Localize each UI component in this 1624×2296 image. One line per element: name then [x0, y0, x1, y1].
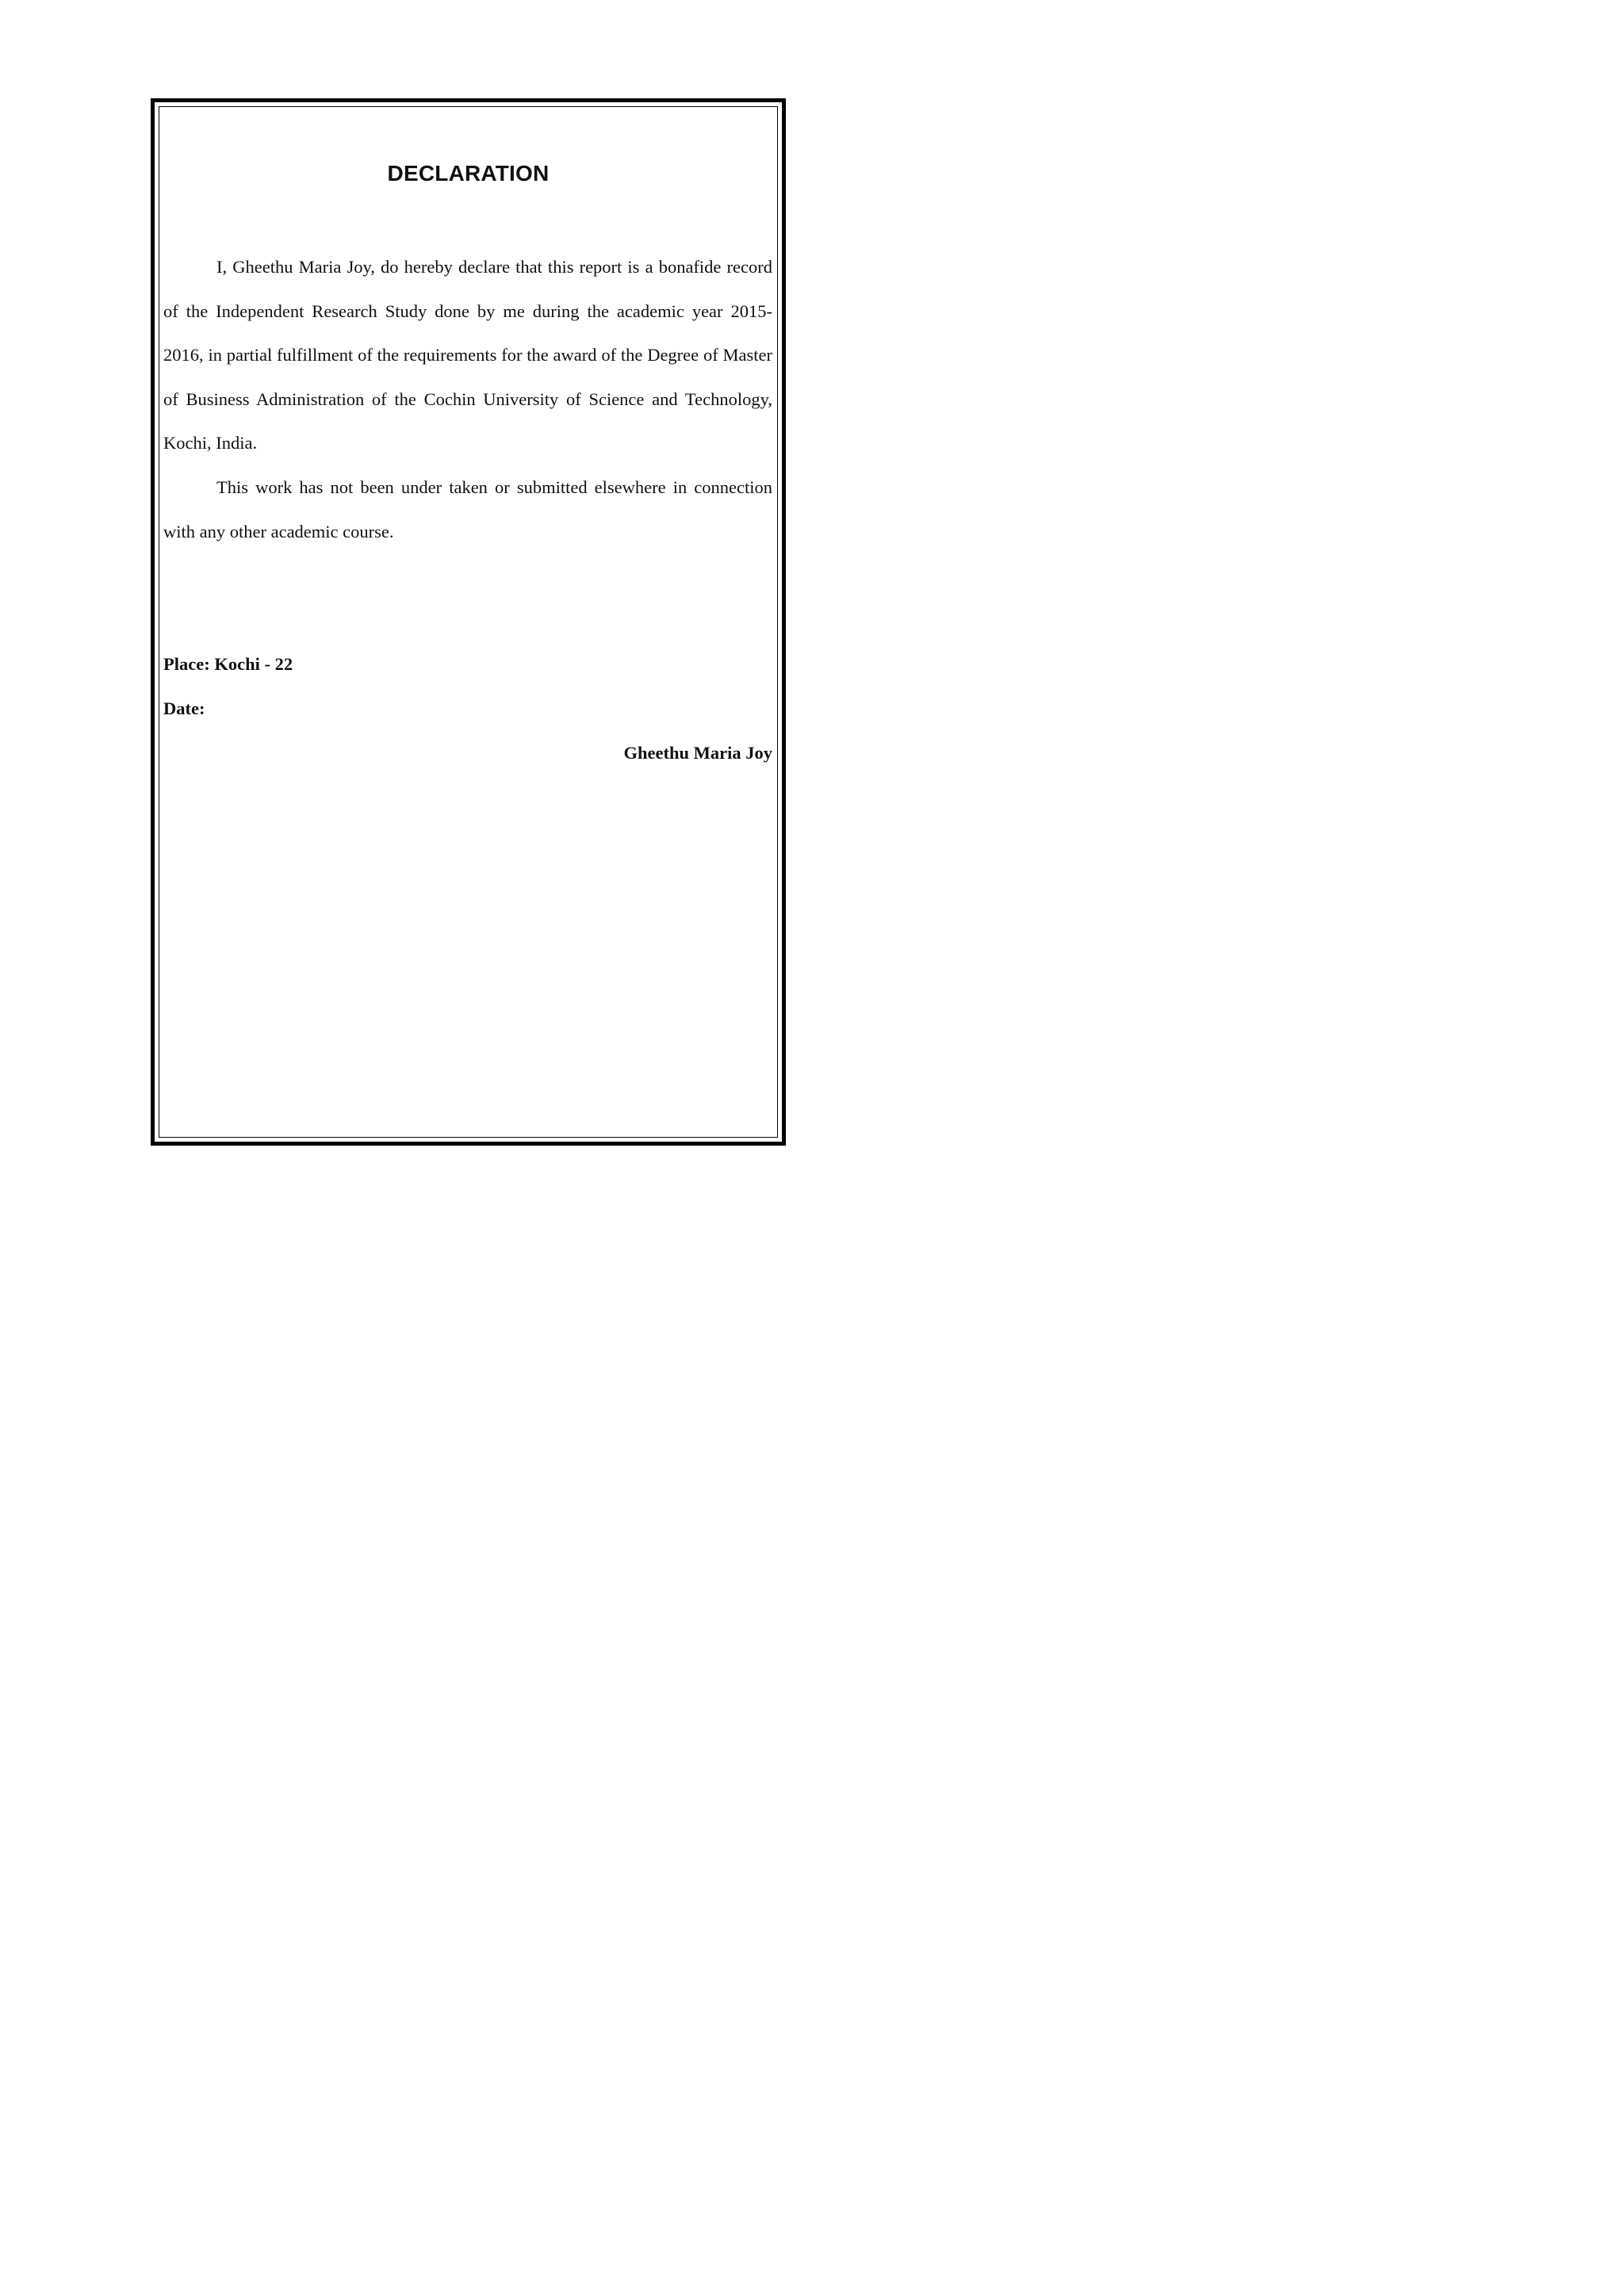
document-page	[0, 0, 874, 1236]
not-submitted-paragraph: This work has not been under taken or submitted elsewhere in connection with any other academic course.	[163, 477, 772, 541]
declaration-paragraph: I, Gheethu Maria Joy, do hereby declare that this report is a bonafide record of the Independent Research Study done by me during the academic year 2015- 2016, in partial fulfillment of the requirements for the award of the Degree of Master of Business Administration of the Cochin University of Science and Technology, Kochi, India.	[163, 257, 772, 453]
place-line: Place: Kochi - 22	[163, 654, 293, 674]
signatory-name: Gheethu Maria Joy	[623, 743, 772, 763]
date-line: Date:	[163, 698, 205, 718]
declaration-title: DECLARATION	[387, 161, 550, 186]
